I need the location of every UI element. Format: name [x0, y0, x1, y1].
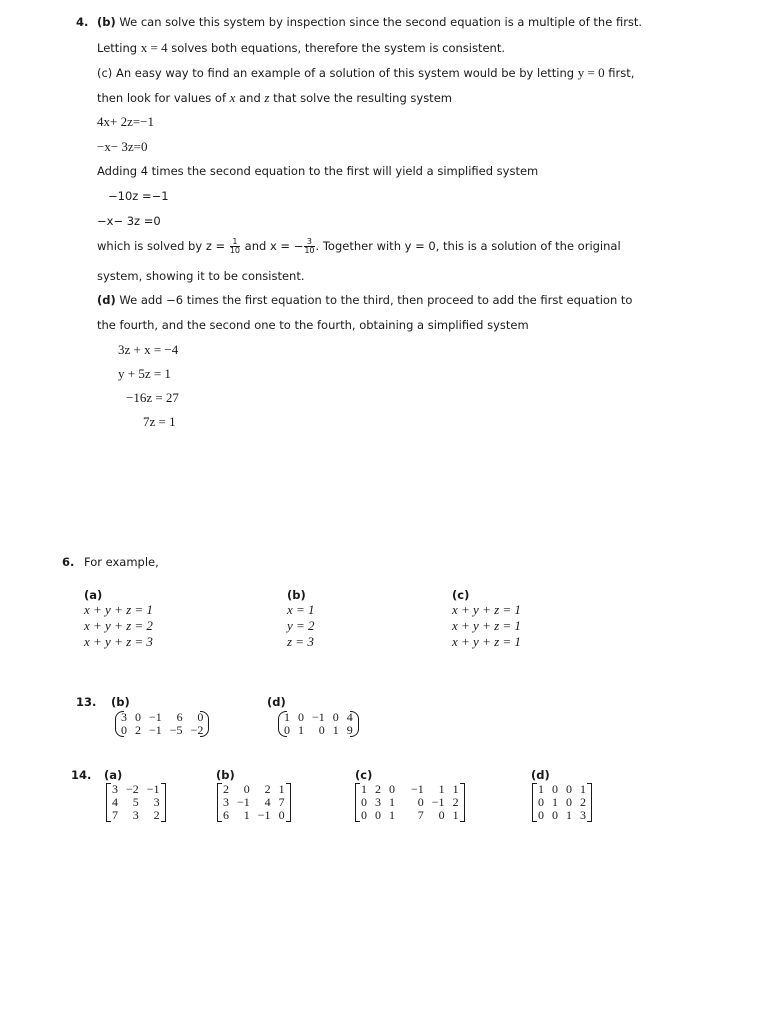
p14c-matrix: [357, 783, 463, 822]
matrix-cell: 0: [135, 710, 141, 724]
matrix-cell: 6: [176, 710, 183, 724]
matrix-cell: 0: [361, 808, 367, 822]
p13b-left-paren: [115, 711, 124, 737]
matrix-cell: 1: [552, 795, 558, 809]
p6-intro: For example,: [84, 555, 159, 569]
p6b-label: (b): [287, 588, 306, 602]
matrix-cell: 0: [361, 795, 367, 809]
p4c-text-2b: and: [235, 91, 265, 105]
p14b-left-bracket: [217, 783, 222, 822]
p6c-eq-2: x + y + z = 1: [452, 618, 521, 633]
p6a-eq-1: x + y + z = 1: [84, 602, 153, 617]
matrix-cell: 1: [566, 808, 572, 822]
p14b-row-3: [219, 809, 289, 822]
matrix-cell: 3: [132, 808, 139, 822]
p4c-text-1b: first,: [604, 66, 635, 80]
p14b-matrix: [219, 783, 289, 822]
p14d-left-bracket: [532, 783, 537, 822]
p4d-text-1b: times the first equation to the third, then proceed to add the first equation to: [183, 293, 633, 307]
matrix-cell: 3: [121, 710, 127, 724]
fraction-one-tenth-denominator: 10: [229, 246, 240, 255]
matrix-cell: 2: [264, 782, 271, 796]
problem-6-number: 6.: [62, 555, 75, 569]
p6a-eq-2: x + y + z = 2: [84, 618, 153, 633]
p4c-math-x: x: [229, 90, 236, 105]
fraction-three-tenths: [304, 238, 314, 255]
matrix-cell: 6: [223, 808, 229, 822]
matrix-cell: 2: [135, 723, 141, 737]
matrix-cell: 0: [243, 782, 250, 796]
p6b-eq-2: y = 2: [287, 618, 315, 633]
p6b-block: [287, 588, 315, 650]
p4c-solved-text-a: which is solved by: [97, 239, 206, 253]
p4b-text-2b: solves both equations, therefore the system is consistent.: [167, 41, 506, 55]
matrix-cell: 0: [538, 795, 544, 809]
matrix-cell: −1: [431, 795, 445, 809]
matrix-cell: 1: [298, 723, 304, 737]
p4d-line-1: [97, 293, 632, 307]
matrix-cell: 1: [580, 782, 586, 796]
p13d-row-2: [280, 724, 357, 737]
p14d-label: (d): [531, 768, 550, 782]
p4b-text-2a: Letting: [97, 41, 141, 55]
matrix-cell: 0: [417, 795, 424, 809]
matrix-cell: 0: [566, 782, 572, 796]
matrix-cell: 0: [284, 723, 290, 737]
matrix-cell: −2: [190, 723, 204, 737]
matrix-cell: 0: [552, 782, 558, 796]
p14c-left-bracket: [355, 783, 360, 822]
matrix-cell: 4: [112, 795, 118, 809]
matrix-cell: 0: [197, 710, 204, 724]
matrix-cell: 0: [278, 808, 285, 822]
p14c-row-3: [357, 809, 463, 822]
p14a-row-3: [108, 809, 164, 822]
p4b-line-2: [97, 40, 505, 56]
p6a-label: (a): [84, 588, 103, 602]
p4c-simplified-eq-1: −10z =−1: [108, 189, 169, 203]
p4d-math-minus6: −6: [166, 293, 184, 307]
p4d-equation-3: −16z = 27: [126, 390, 179, 405]
matrix-cell: 1: [278, 782, 285, 796]
p4b-label: (b): [97, 15, 116, 29]
p6c-eq-1: x + y + z = 1: [452, 602, 521, 617]
p14a-right-bracket: [161, 783, 166, 822]
matrix-cell: −2: [126, 782, 139, 796]
matrix-cell: 1: [389, 795, 395, 809]
p4c-system-line: system, showing it to be consistent.: [97, 269, 305, 283]
p13b-label: (b): [111, 695, 130, 709]
matrix-cell: 0: [552, 808, 558, 822]
fraction-three-tenths-denominator: 10: [304, 246, 315, 255]
p6a-eq-3: x + y + z = 3: [84, 634, 153, 649]
p14d-matrix: [534, 783, 590, 822]
p6a-block: [84, 588, 153, 650]
p13b-row-2: [117, 724, 207, 737]
matrix-cell: 0: [538, 808, 544, 822]
matrix-cell: 0: [389, 782, 395, 796]
matrix-cell: 0: [375, 808, 381, 822]
matrix-cell: 0: [121, 723, 127, 737]
p4c-simplified-eq-2: −x− 3z =0: [97, 214, 161, 228]
p4c-adding-line: Adding 4 times the second equation to the first will yield a simplified system: [97, 164, 539, 178]
matrix-cell: −1: [149, 710, 162, 724]
p4c-math-y: y = 0: [577, 65, 605, 80]
p14c-row-1: [357, 783, 463, 796]
p14c-right-bracket: [460, 783, 465, 822]
matrix-cell: 9: [346, 723, 353, 737]
p4c-line-1: [97, 65, 634, 81]
problem-14-number: 14.: [71, 768, 92, 782]
p13d-matrix: [280, 711, 357, 737]
p4d-line-2: the fourth, and the second one to the fourth, obtaining a simplified system: [97, 318, 529, 332]
matrix-cell: 2: [223, 782, 229, 796]
p4b-line-1: [97, 15, 642, 29]
p13b-matrix: [117, 711, 207, 737]
matrix-cell: 0: [318, 723, 325, 737]
p4d-label: (d): [97, 293, 116, 307]
p4c-text-2c: that solve the resulting system: [269, 91, 452, 105]
problem-4-number: 4.: [76, 15, 89, 29]
matrix-cell: 1: [332, 723, 339, 737]
p4c-solved-and: and: [241, 239, 270, 253]
matrix-cell: 4: [264, 795, 271, 809]
p14b-right-bracket: [286, 783, 291, 822]
matrix-cell: 1: [538, 782, 544, 796]
p14d-row-3: [534, 809, 590, 822]
matrix-cell: −1: [146, 782, 160, 796]
p4c-text-2a: then look for values of: [97, 91, 230, 105]
p14c-row-2: [357, 796, 463, 809]
matrix-cell: 3: [375, 795, 381, 809]
matrix-cell: 7: [112, 808, 118, 822]
matrix-cell: 5: [132, 795, 139, 809]
p4c-solved-z: z =: [205, 239, 229, 253]
matrix-cell: 1: [243, 808, 250, 822]
p4b-math-x: x = 4: [140, 40, 168, 55]
matrix-cell: 0: [438, 808, 445, 822]
matrix-cell: 3: [223, 795, 229, 809]
p6c-block: [452, 588, 521, 650]
p6c-eq-3: x + y + z = 1: [452, 634, 521, 649]
matrix-cell: 3: [580, 808, 586, 822]
p4c-solved-x: x = −: [269, 239, 304, 253]
p6c-label: (c): [452, 588, 470, 602]
matrix-cell: 1: [438, 782, 445, 796]
p13b-right-paren: [200, 711, 209, 737]
p13d-label: (d): [267, 695, 286, 709]
p4c-math-z: z: [264, 90, 270, 105]
p4c-equation-1: 4x+ 2z=−1: [97, 114, 155, 129]
p4c-text-1a: An easy way to find an example of a solution of this system would be by letting: [115, 66, 578, 80]
fraction-one-tenth-numerator: 1: [230, 238, 240, 247]
matrix-cell: 2: [452, 795, 459, 809]
matrix-cell: 1: [361, 782, 367, 796]
matrix-cell: 0: [566, 795, 572, 809]
matrix-cell: −1: [257, 808, 271, 822]
fraction-three-tenths-numerator: 3: [304, 238, 314, 247]
matrix-cell: 1: [284, 710, 290, 724]
matrix-cell: −1: [149, 723, 162, 737]
p14c-label: (c): [355, 768, 373, 782]
p4c-solved-line: [97, 238, 621, 255]
matrix-cell: 2: [375, 782, 381, 796]
p4c-solved-text-b: . Together with: [315, 239, 405, 253]
p4b-text-1: We can solve this system by inspection since the second equation is a multiple of the first.: [119, 15, 643, 29]
matrix-cell: −1: [237, 795, 250, 809]
p14a-matrix: [108, 783, 164, 822]
matrix-cell: 1: [452, 808, 459, 822]
matrix-cell: 1: [452, 782, 459, 796]
p4c-equation-2: −x− 3z=0: [97, 139, 148, 154]
matrix-cell: 0: [332, 710, 339, 724]
matrix-cell: −1: [312, 710, 325, 724]
p4c-solved-text-c: , this is a solution of the original: [435, 239, 621, 253]
matrix-cell: 3: [112, 782, 118, 796]
fraction-one-tenth: [230, 238, 240, 255]
p4c-line-2: [97, 90, 452, 106]
p4c-solved-y: y = 0: [404, 239, 436, 253]
p4c-label: (c): [97, 66, 113, 80]
p6b-eq-1: x = 1: [287, 602, 315, 617]
matrix-cell: 2: [153, 808, 160, 822]
p14a-left-bracket: [106, 783, 111, 822]
p14d-right-bracket: [587, 783, 592, 822]
matrix-cell: 0: [298, 710, 304, 724]
p14a-label: (a): [104, 768, 123, 782]
matrix-cell: 7: [278, 795, 285, 809]
matrix-cell: 7: [417, 808, 424, 822]
p6b-eq-3: z = 3: [287, 634, 314, 649]
matrix-cell: −5: [169, 723, 183, 737]
p14b-label: (b): [216, 768, 235, 782]
p4d-equation-1: 3z + x = −4: [118, 342, 179, 357]
problem-13-number: 13.: [76, 695, 97, 709]
p4d-equation-2: y + 5z = 1: [118, 366, 171, 381]
matrix-cell: 4: [346, 710, 353, 724]
matrix-cell: 2: [580, 795, 586, 809]
matrix-cell: 3: [153, 795, 160, 809]
p4d-equation-4: 7z = 1: [143, 414, 176, 429]
p13d-right-paren: [350, 711, 359, 737]
p4d-text-1a: We add: [119, 293, 167, 307]
matrix-cell: −1: [411, 782, 424, 796]
p13d-left-paren: [278, 711, 287, 737]
matrix-cell: 1: [389, 808, 395, 822]
